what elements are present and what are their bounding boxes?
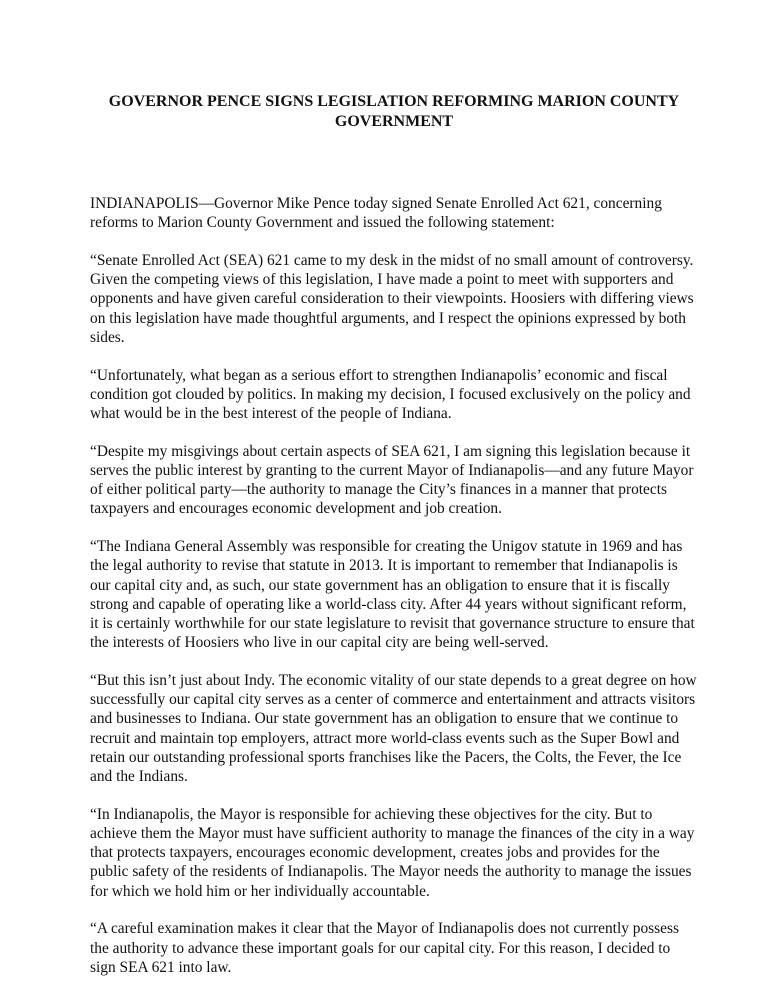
paragraph: “But this isn’t just about Indy. The economic vitality of our state depends to a great degree on how successfully our capital city serves as a center of commerce and entertainment and attracts visitors and businesses to Indiana. Our state government has an obligation to ensure that we continue to recruit and maintain top employers, attract more world-class events such as the Super Bowl and retain our outstanding professional sports franchises like the Pacers, the Colts, the Fever, the Ice and the Indians. — [90, 672, 697, 786]
paragraph: “Unfortunately, what began as a serious effort to strengthen Indianapolis’ economic and fiscal condition got clouded by politics. In making my decision, I focused exclusively on the policy and what would be in the best interest of the people of Indiana. — [90, 366, 691, 423]
paragraph: “The Indiana General Assembly was responsible for creating the Unigov statute in 1969 and has the legal authority to revise that statute in 2013. It is important to remember that Indianapolis is our capital city and, as such, our state government has an obligation to ensure that it is fiscally strong and capable of operating like a world-class city. After 44 years without significant reform, it is certainly worthwhile for our state legislature to revisit that governance structure to ensure that the interests of Hoosiers who live in our capital city are being well-served. — [90, 538, 695, 652]
paragraph: “Senate Enrolled Act (SEA) 621 came to my desk in the midst of no small amount of controversy. Given the competing views of this legislation, I have made a point to meet with supporters and opponents and have given careful consideration to their viewpoints. Hoosiers with differing views on this legislation have made thoughtful arguments, and I respect the opinions expressed by both sides. — [90, 252, 694, 346]
paragraph: “In Indianapolis, the Mayor is responsible for achieving these objectives for the city. But to achieve them the Mayor must have sufficient authority to manage the finances of the city in a way that protects taxpayers, encourages economic development, creates jobs and provides for the public safety of the residents of Indianapolis. The Mayor needs the authority to manage the issues for which we hold him or her individually accountable. — [90, 805, 695, 900]
press-release-title: GOVERNOR PENCE SIGNS LEGISLATION REFORMING MARION COUNTY GOVERNMENT — [108, 93, 680, 130]
paragraph: “Despite my misgivings about certain aspects of SEA 621, I am signing this legislation because it serves the public interest by granting to the current Mayor of Indianapolis—and any future Mayor of either political party—the authority to manage the City’s finances in a manner that protects taxpayers and encourages economic development and job creation. — [90, 442, 694, 518]
paragraph-dateline: INDIANAPOLIS—Governor Mike Pence today signed Senate Enrolled Act 621, concerning reforms to Marion County Government and issued the following statement: — [90, 195, 662, 232]
paragraph: “A careful examination makes it clear that the Mayor of Indianapolis does not currently possess the authority to advance these important goals for our capital city. For this reason, I decided to sign SEA 621 into law. — [90, 920, 679, 976]
